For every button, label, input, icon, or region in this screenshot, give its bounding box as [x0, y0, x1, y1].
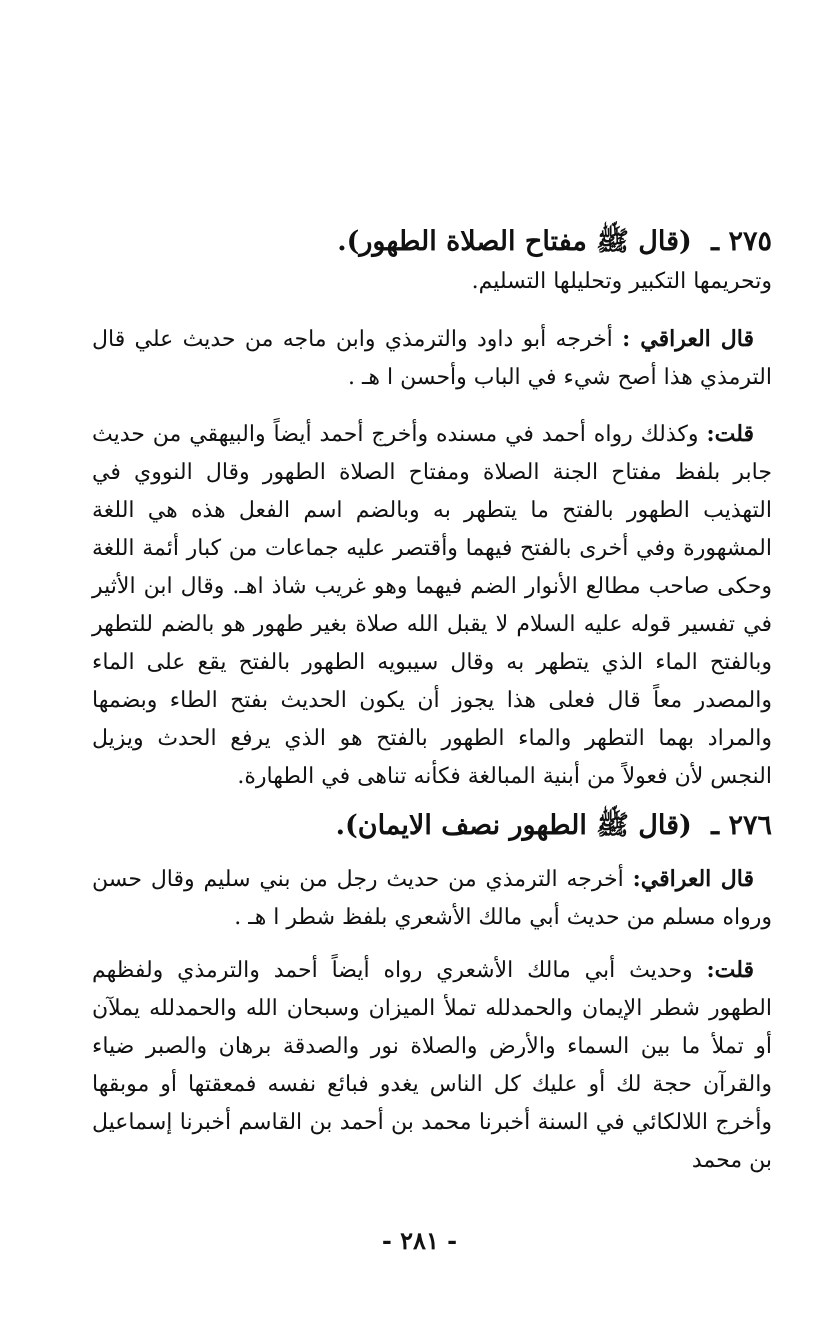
hadith-275-continuation: وتحريمها التكبير وتحليلها التسليم. [471, 269, 772, 294]
hadith-275-title: (قال ﷺ مفتاح الصلاة الطهور). [337, 226, 692, 257]
hadith-276-title: (قال ﷺ الطهور نصف الايمان). [335, 810, 692, 841]
hadith-275-heading [92, 222, 772, 262]
hadith-276-heading [92, 806, 772, 846]
iraqi-275-paragraph [92, 320, 772, 397]
page-body [92, 222, 772, 1180]
iraqi-276-paragraph [92, 860, 772, 937]
iraqi-275-text: أخرجه أبو داود والترمذي وابن ماجه من حديث علي قال الترمذي هذا أصح شيء في الباب وأحسن ا هـ . [92, 327, 772, 390]
qultu-275-text: وكذلك رواه أحمد في مسنده وأخرج أحمد أيضاً والبيهقي من حديث جابر بلفظ مفتاح الجنة الصلاة ومفتاح الصلاة الطهور وقال النووي في التهذيب الطهور بالفتح ما يتطهر به وبالضم اسم الفعل هذه هي اللغة المشهورة وفي أخرى بالفتح فيهما وأقتصر عليه جماعات من كبار أئمة اللغة وحكى صاحب مطالع الأنوار الضم فيهما وهو غريب شاذ اهـ. وقال ابن الأثير في تفسير قوله عليه السلام لا يقبل الله صلاة بغير طهور هو بالضم للتطهر وبالفتح الماء الذي يتطهر به وقال سيبويه الطهور بالفتح يقع على الماء والمصدر معاً قال فعلى هذا يجوز أن يكون الحديث بفتح الطاء وبضمها والمراد بهما التطهر والماء الطهور بالفتح هو الذي يرفع الحدث ويزيل النجس لأن فعولاً من أبنية المبالغة فكأنه تناهى في الطهارة. [92, 422, 772, 789]
qultu-275-paragraph [92, 415, 772, 796]
page-number: - ٢٨١ - [381, 1226, 458, 1255]
iraqi-276-text: أخرجه الترمذي من حديث رجل من بني سليم وقال حسن ورواه مسلم من حديث أبي مالك الأشعري بلفظ شطر ا هـ . [92, 867, 772, 930]
iraqi-275-label: قال العراقي : [622, 326, 754, 352]
qultu-275-label: قلت: [706, 421, 755, 447]
hadith-275-number: ٢٧٥ ـ [711, 226, 772, 257]
qultu-276-text: وحديث أبي مالك الأشعري رواه أيضاً أحمد والترمذي ولفظهم الطهور شطر الإيمان والحمدلله تملأ الميزان وسبحان الله والحمدلله يملآن أو تملأ ما بين السماء والأرض والصلاة نور والصدقة برهان والصبر ضياء والقرآن حجة لك أو عليك كل الناس يغدو فبائع نفسه فمعقتها أو موبقها وأخرج اللالكائي في السنة أخبرنا محمد بن أحمد بن القاسم أخبرنا إسماعيل بن محمد [92, 958, 772, 1173]
hadith-276-number: ٢٧٦ ـ [711, 810, 772, 841]
qultu-276-label: قلت: [706, 957, 754, 983]
qultu-276-paragraph [92, 951, 772, 1180]
iraqi-276-label: قال العراقي: [632, 866, 754, 892]
